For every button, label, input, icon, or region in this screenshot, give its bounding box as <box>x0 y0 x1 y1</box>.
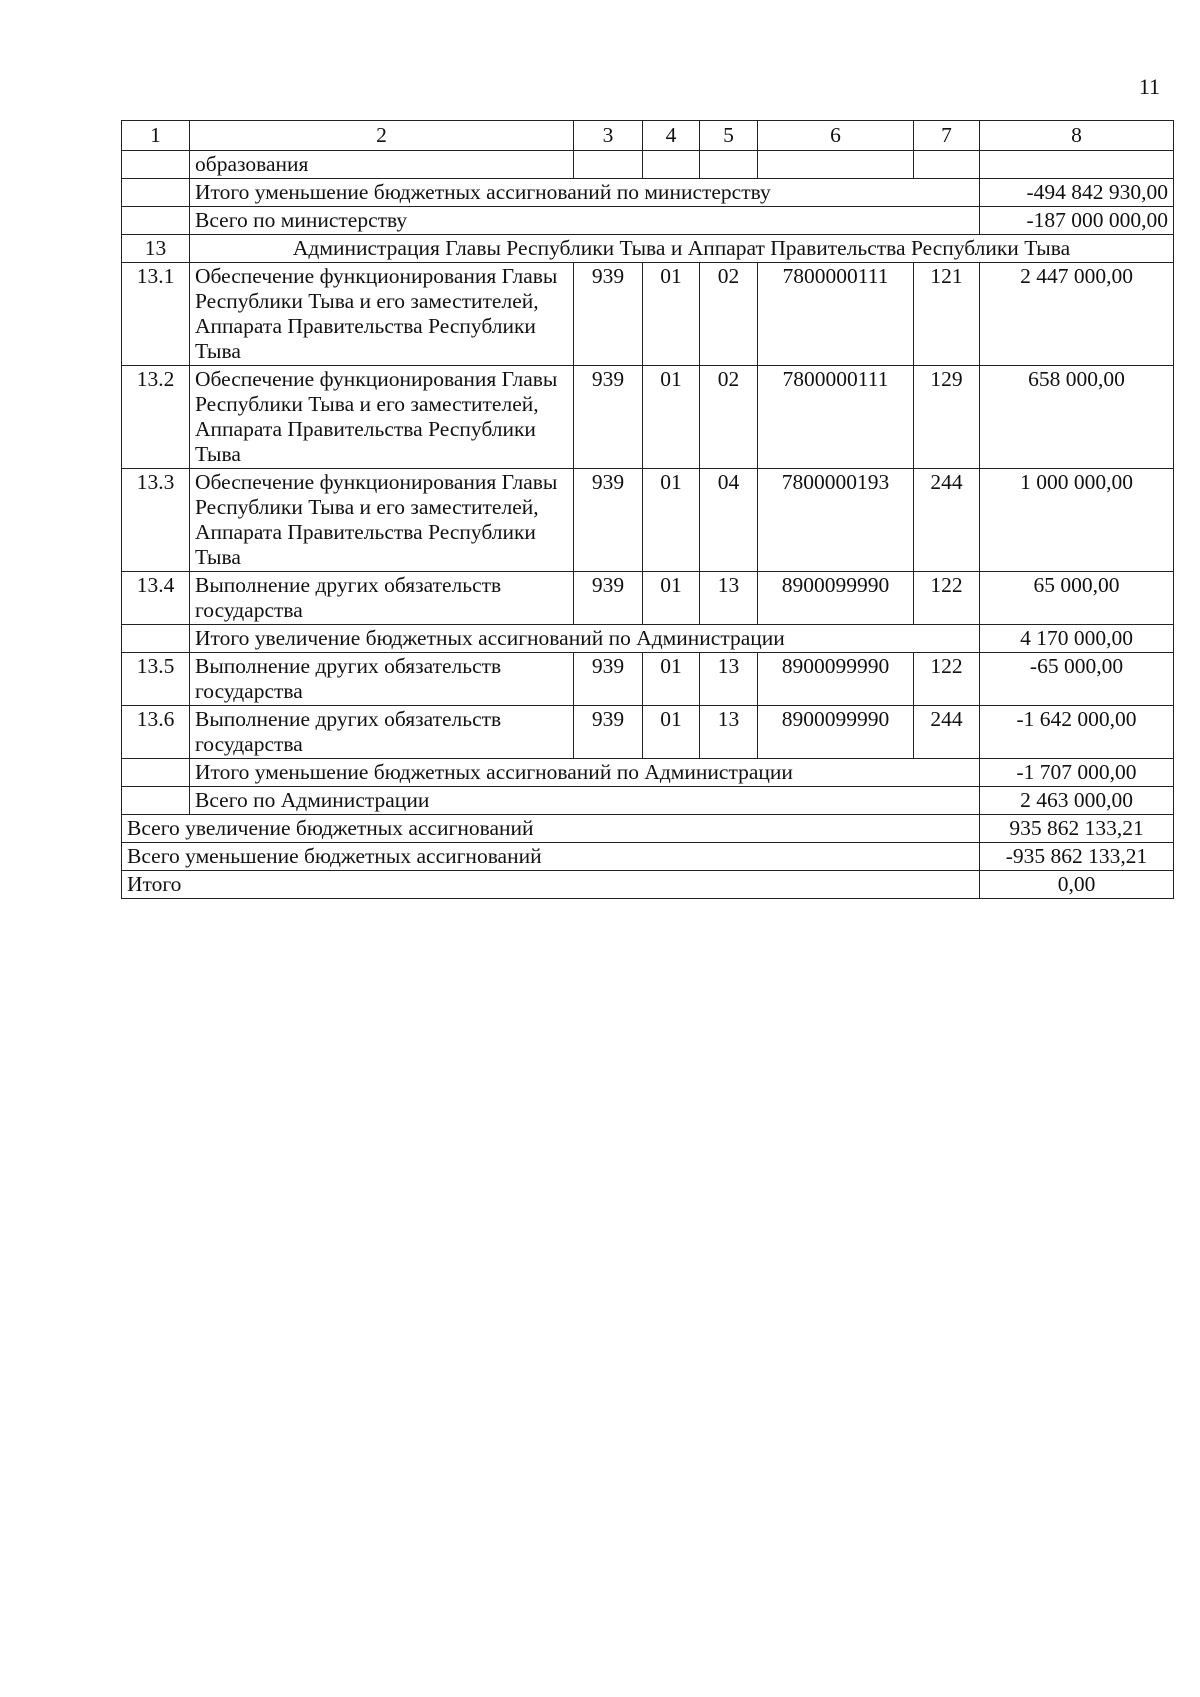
table-row <box>122 263 1174 366</box>
admin-total-row <box>122 787 1174 815</box>
continuation-text: образования <box>190 151 574 179</box>
page-number: 11 <box>1138 74 1160 99</box>
header-cell: 2 <box>190 121 574 151</box>
header-cell: 1 <box>122 121 190 151</box>
item-col5: 13 <box>700 572 758 625</box>
item-col7: 122 <box>914 572 980 625</box>
header-cell: 7 <box>914 121 980 151</box>
item-amount: 658 000,00 <box>980 366 1174 469</box>
item-col6: 8900099990 <box>758 572 914 625</box>
total-label: Итого <box>122 871 980 899</box>
total-value: 4 170 000,00 <box>980 625 1174 653</box>
item-col7: 244 <box>914 706 980 759</box>
item-col5: 02 <box>700 263 758 366</box>
grand-increase-row <box>122 815 1174 843</box>
total-value: -1 707 000,00 <box>980 759 1174 787</box>
total-label: Всего уменьшение бюджетных ассигнований <box>122 843 980 871</box>
header-cell: 8 <box>980 121 1174 151</box>
item-col3: 939 <box>574 469 643 572</box>
item-col3: 939 <box>574 572 643 625</box>
header-cell: 4 <box>643 121 700 151</box>
item-col4: 01 <box>643 469 700 572</box>
item-col6: 8900099990 <box>758 706 914 759</box>
total-label: Всего по Администрации <box>190 787 980 815</box>
header-cell: 6 <box>758 121 914 151</box>
item-number: 13.3 <box>122 469 190 572</box>
section-number: 13 <box>122 235 190 263</box>
grand-decrease-row <box>122 843 1174 871</box>
table-row <box>122 653 1174 706</box>
item-col7: 122 <box>914 653 980 706</box>
item-description: Выполнение других обязательств государства <box>190 706 574 759</box>
item-col6: 8900099990 <box>758 653 914 706</box>
total-label: Итого уменьшение бюджетных ассигнований по министерству <box>190 179 980 207</box>
header-cell: 3 <box>574 121 643 151</box>
section-row <box>122 235 1174 263</box>
total-label: Итого уменьшение бюджетных ассигнований по Администрации <box>190 759 980 787</box>
table-row <box>122 572 1174 625</box>
budget-table <box>121 120 1174 899</box>
item-number: 13.6 <box>122 706 190 759</box>
header-row <box>122 121 1174 151</box>
ministry-total-row <box>122 207 1174 235</box>
table-row <box>122 706 1174 759</box>
total-label: Всего по министерству <box>190 207 980 235</box>
item-col5: 04 <box>700 469 758 572</box>
grand-total-row <box>122 871 1174 899</box>
item-amount: 65 000,00 <box>980 572 1174 625</box>
continuation-row <box>122 151 1174 179</box>
item-col6: 7800000111 <box>758 263 914 366</box>
item-col4: 01 <box>643 706 700 759</box>
total-value: 935 862 133,21 <box>980 815 1174 843</box>
item-col3: 939 <box>574 366 643 469</box>
total-label: Итого увеличение бюджетных ассигнований по Администрации <box>190 625 980 653</box>
item-description: Выполнение других обязательств государства <box>190 572 574 625</box>
item-col5: 13 <box>700 653 758 706</box>
item-description: Обеспечение функционирования Главы Республики Тыва и его заместителей, Аппарата Правительства Республики Тыва <box>190 469 574 572</box>
item-col3: 939 <box>574 263 643 366</box>
item-col6: 7800000111 <box>758 366 914 469</box>
item-description: Обеспечение функционирования Главы Республики Тыва и его заместителей, Аппарата Правительства Республики Тыва <box>190 366 574 469</box>
item-col4: 01 <box>643 366 700 469</box>
item-col7: 129 <box>914 366 980 469</box>
table-row <box>122 366 1174 469</box>
item-number: 13.4 <box>122 572 190 625</box>
header-cell: 5 <box>700 121 758 151</box>
total-value: 2 463 000,00 <box>980 787 1174 815</box>
item-col3: 939 <box>574 653 643 706</box>
admin-increase-total-row <box>122 625 1174 653</box>
item-description: Выполнение других обязательств государства <box>190 653 574 706</box>
item-amount: 1 000 000,00 <box>980 469 1174 572</box>
item-amount: 2 447 000,00 <box>980 263 1174 366</box>
section-title: Администрация Главы Республики Тыва и Аппарат Правительства Республики Тыва <box>190 235 1174 263</box>
item-col4: 01 <box>643 572 700 625</box>
item-number: 13.2 <box>122 366 190 469</box>
item-number: 13.5 <box>122 653 190 706</box>
item-col7: 244 <box>914 469 980 572</box>
total-value: 0,00 <box>980 871 1174 899</box>
total-label: Всего увеличение бюджетных ассигнований <box>122 815 980 843</box>
total-value: -935 862 133,21 <box>980 843 1174 871</box>
total-value: -494 842 930,00 <box>980 179 1174 207</box>
item-col3: 939 <box>574 706 643 759</box>
item-number: 13.1 <box>122 263 190 366</box>
table-row <box>122 469 1174 572</box>
item-col7: 121 <box>914 263 980 366</box>
ministry-decrease-total-row <box>122 179 1174 207</box>
item-col6: 7800000193 <box>758 469 914 572</box>
item-description: Обеспечение функционирования Главы Республики Тыва и его заместителей, Аппарата Правительства Республики Тыва <box>190 263 574 366</box>
admin-decrease-total-row <box>122 759 1174 787</box>
item-col4: 01 <box>643 263 700 366</box>
item-col5: 02 <box>700 366 758 469</box>
item-col5: 13 <box>700 706 758 759</box>
item-amount: -1 642 000,00 <box>980 706 1174 759</box>
item-col4: 01 <box>643 653 700 706</box>
item-amount: -65 000,00 <box>980 653 1174 706</box>
total-value: -187 000 000,00 <box>980 207 1174 235</box>
